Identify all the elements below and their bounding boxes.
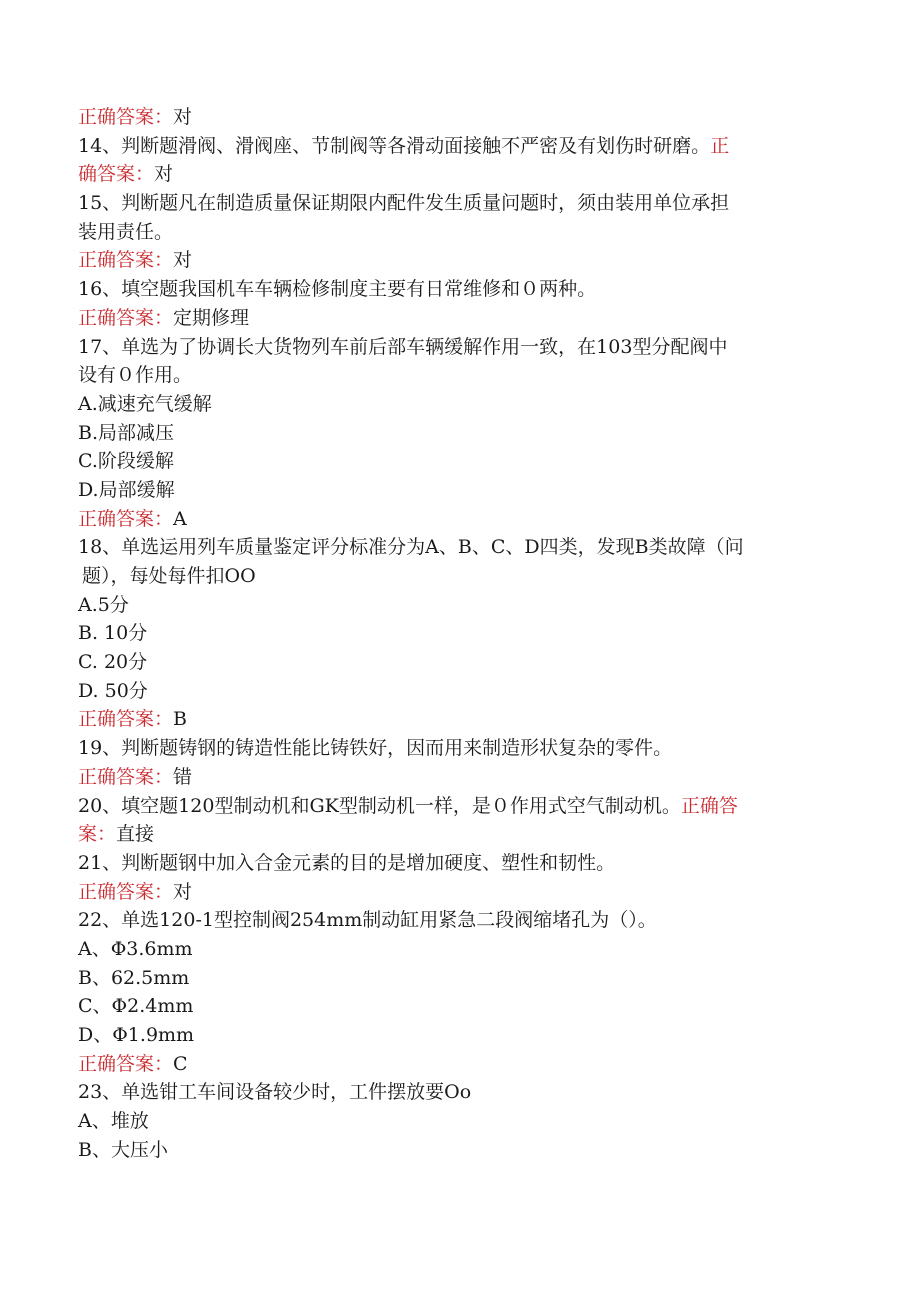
question-line bbox=[78, 792, 830, 821]
question-text: 装用责任。 bbox=[78, 220, 174, 243]
option-item: C. 20分 bbox=[78, 651, 148, 674]
question-line bbox=[78, 218, 830, 247]
answer-label: 正确答案： bbox=[78, 880, 174, 903]
answer-value: 对 bbox=[173, 249, 193, 272]
question-line bbox=[78, 1078, 830, 1107]
answer-label-part: 确答案： bbox=[78, 163, 155, 186]
document-page bbox=[78, 103, 830, 1164]
option-item: A.减速充气缓解 bbox=[78, 392, 212, 415]
option-item: A、Φ3.6mm bbox=[78, 937, 193, 960]
option-item: B、62.5mm bbox=[78, 966, 190, 989]
question-text: 20、填空题120型制动机和GK型制动机一样，是０作用式空气制动机。 bbox=[78, 794, 681, 817]
option-item: B、大压小 bbox=[78, 1138, 168, 1161]
answer-line bbox=[78, 246, 830, 275]
answer-value: 定期修理 bbox=[173, 306, 250, 329]
option-item: B.局部减压 bbox=[78, 421, 175, 444]
option-item: D.局部缓解 bbox=[78, 478, 175, 501]
answer-value: 错 bbox=[173, 765, 193, 788]
answer-value: A bbox=[173, 507, 187, 530]
question-text: 18、单选运用列车质量鉴定评分标准分为A、B、C、D四类，发现B类故障（问 bbox=[78, 536, 744, 559]
answer-label: 正确答案： bbox=[78, 507, 174, 530]
answer-value: 对 bbox=[173, 880, 193, 903]
question-line bbox=[78, 906, 830, 935]
question-text: 15、判断题凡在制造质量保证期限内配件发生质量问题时，须由装用单位承担 bbox=[78, 192, 730, 215]
question-line bbox=[78, 333, 830, 362]
option-item: C.阶段缓解 bbox=[78, 450, 174, 473]
question-text: 22、单选120-1型控制阀254mm制动缸用紧急二段阀缩堵孔为（）。 bbox=[78, 909, 657, 932]
answer-label: 正确答案： bbox=[78, 306, 174, 329]
answer-line bbox=[78, 763, 830, 792]
question-text: 21、判断题钢中加入合金元素的目的是增加硬度、塑性和韧性。 bbox=[78, 851, 616, 874]
option-item: D. 50分 bbox=[78, 679, 148, 702]
answer-line bbox=[78, 820, 830, 849]
answer-label: 正确答案： bbox=[78, 708, 174, 731]
answer-label-part: 案： bbox=[78, 823, 117, 846]
answer-line bbox=[78, 878, 830, 907]
question-line bbox=[78, 562, 830, 591]
option-item: B. 10分 bbox=[78, 622, 148, 645]
option-item: A、堆放 bbox=[78, 1110, 149, 1133]
question-text: 题），每处每件扣OO bbox=[82, 565, 256, 587]
question-line bbox=[78, 734, 830, 763]
question-line bbox=[78, 361, 830, 390]
answer-label-part: 正 bbox=[710, 134, 730, 157]
answer-value: 对 bbox=[173, 106, 193, 128]
question-text: 14、判断题滑阀、滑阀座、节制阀等各滑动面接触不严密及有划伤时研磨。 bbox=[78, 134, 711, 157]
question-line bbox=[78, 533, 830, 562]
answer-line bbox=[78, 160, 830, 189]
answer-line bbox=[78, 1050, 830, 1079]
answer-value: C bbox=[173, 1052, 188, 1075]
answer-label: 正确答案： bbox=[78, 1052, 174, 1075]
question-line bbox=[78, 132, 830, 161]
answer-label: 正确答案： bbox=[78, 106, 174, 128]
answer-label-part: 正确答 bbox=[680, 794, 738, 817]
answer-label: 正确答案： bbox=[78, 765, 174, 788]
question-line bbox=[78, 189, 830, 218]
question-text: 设有０作用。 bbox=[78, 364, 193, 387]
question-text: 19、判断题铸钢的铸造性能比铸铁好，因而用来制造形状复杂的零件。 bbox=[78, 737, 673, 760]
answer-value: 对 bbox=[154, 163, 174, 186]
answer-line bbox=[78, 103, 830, 132]
answer-line bbox=[78, 705, 830, 734]
answer-label: 正确答案： bbox=[78, 249, 174, 272]
question-text: 17、单选为了协调长大货物列车前后部车辆缓解作用一致，在103型分配阀中 bbox=[78, 335, 728, 358]
option-item: D、Φ1.9mm bbox=[78, 1024, 195, 1046]
question-text: 23、单选钳工车间设备较少时，工件摆放要Oo bbox=[78, 1081, 472, 1104]
answer-value: B bbox=[173, 708, 187, 731]
option-item: A.5分 bbox=[78, 593, 129, 616]
question-line bbox=[78, 275, 830, 304]
question-line bbox=[78, 849, 830, 878]
answer-line bbox=[78, 304, 830, 333]
answer-line bbox=[78, 505, 830, 534]
option-item: C、Φ2.4mm bbox=[78, 995, 194, 1018]
answer-value: 直接 bbox=[116, 823, 155, 846]
question-text: 16、填空题我国机车车辆检修制度主要有日常维修和０两种。 bbox=[78, 278, 597, 301]
